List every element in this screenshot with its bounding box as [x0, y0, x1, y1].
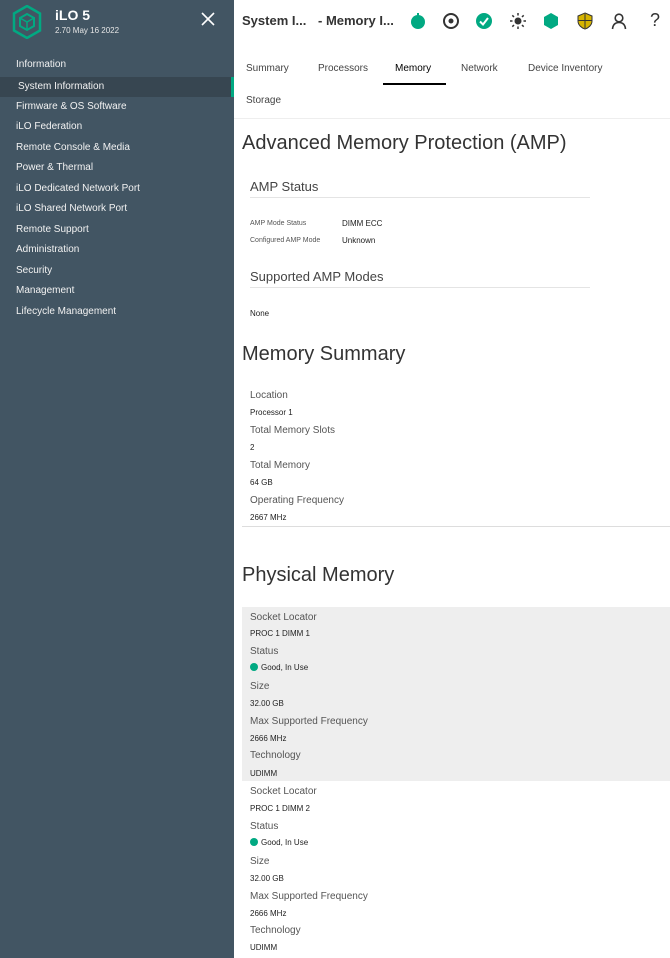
configured-amp-mode-value: Unknown [342, 236, 376, 245]
status-value [250, 663, 308, 672]
max-frequency-value: 2666 MHz [250, 734, 287, 743]
location-label: Location [250, 390, 288, 401]
location-value: Processor 1 [250, 408, 293, 417]
sidebar-item-power-thermal[interactable]: Power & Thermal [16, 162, 94, 173]
power-status-icon[interactable] [409, 12, 427, 30]
total-slots-label: Total Memory Slots [250, 425, 336, 436]
amp-mode-status-label: AMP Mode Status [250, 220, 307, 227]
close-icon[interactable] [199, 10, 217, 28]
app-version: 2.70 May 16 2022 [55, 26, 120, 35]
tab-bar [234, 52, 670, 118]
amp-title: Advanced Memory Protection (AMP) [242, 132, 567, 154]
supported-amp-modes-value: None [250, 309, 270, 318]
sidebar-item-security[interactable]: Security [16, 264, 53, 276]
technology-label: Technology [250, 925, 301, 936]
total-slots-value: 2 [250, 443, 255, 452]
size-value: 32.00 GB [250, 699, 284, 708]
brightness-icon[interactable] [509, 12, 527, 30]
amp-mode-status-value: DIMM ECC [342, 219, 383, 228]
memory-summary-title: Memory Summary [242, 343, 406, 365]
tab-summary[interactable]: Summary [246, 63, 289, 74]
technology-value: UDIMM [250, 769, 278, 778]
help-icon[interactable]: ? [650, 10, 661, 30]
tab-storage[interactable]: Storage [246, 95, 282, 106]
sidebar-item-shared-network[interactable]: iLO Shared Network Port [16, 203, 128, 214]
hexagon-status-icon[interactable] [542, 12, 560, 30]
status-value [250, 838, 308, 847]
technology-value: UDIMM [250, 943, 278, 952]
ilo-logo-icon [12, 5, 42, 39]
main-content [234, 118, 670, 958]
total-memory-value: 64 GB [250, 478, 273, 487]
status-ok-icon [250, 838, 258, 846]
operating-frequency-value: 2667 MHz [250, 513, 287, 522]
app-header [0, 0, 234, 50]
socket-locator-label: Socket Locator [250, 612, 317, 623]
target-icon[interactable] [442, 12, 460, 30]
divider [250, 197, 590, 198]
status-label: Status [250, 646, 279, 657]
status-text: Good, In Use [261, 838, 309, 847]
total-memory-label: Total Memory [250, 460, 311, 471]
tab-device-inventory[interactable]: Device Inventory [528, 63, 603, 74]
sidebar-item-lifecycle[interactable]: Lifecycle Management [16, 305, 117, 317]
divider [250, 287, 590, 288]
socket-locator-label: Socket Locator [250, 786, 317, 797]
physical-memory-title: Physical Memory [242, 564, 395, 586]
sidebar-item-remote-console[interactable]: Remote Console & Media [16, 141, 130, 153]
size-label: Size [250, 856, 270, 867]
sidebar-item-remote-support[interactable]: Remote Support [16, 223, 89, 235]
sidebar-item-information[interactable]: Information [16, 59, 67, 70]
sidebar-item-management[interactable]: Management [16, 285, 75, 296]
sidebar-item-administration[interactable]: Administration [16, 244, 80, 255]
size-value: 32.00 GB [250, 874, 284, 883]
size-label: Size [250, 681, 270, 692]
security-shield-icon[interactable] [576, 12, 594, 30]
sidebar-item-system-information[interactable]: System Information [0, 77, 234, 97]
status-ok-icon [250, 663, 258, 671]
amp-status-heading: AMP Status [250, 179, 319, 194]
socket-locator-value: PROC 1 DIMM 1 [250, 629, 311, 638]
status-text: Good, In Use [261, 663, 309, 672]
tab-network[interactable]: Network [461, 63, 498, 74]
health-check-icon[interactable] [475, 12, 493, 30]
status-label: Status [250, 821, 279, 832]
sidebar-nav [0, 56, 234, 323]
configured-amp-mode-label: Configured AMP Mode [250, 237, 321, 244]
app-title: iLO 5 [55, 7, 91, 23]
tab-memory[interactable]: Memory [395, 63, 432, 74]
sidebar-item-ilo-federation[interactable]: iLO Federation [16, 121, 83, 132]
socket-locator-value: PROC 1 DIMM 2 [250, 804, 311, 813]
operating-frequency-label: Operating Frequency [250, 495, 344, 506]
max-frequency-label: Max Supported Frequency [250, 716, 368, 727]
breadcrumb-system-information[interactable]: System I... [242, 13, 307, 28]
sidebar [0, 0, 234, 958]
max-frequency-value: 2666 MHz [250, 909, 287, 918]
supported-amp-modes-heading: Supported AMP Modes [250, 269, 384, 284]
sidebar-item-dedicated-network[interactable]: iLO Dedicated Network Port [16, 182, 140, 194]
sidebar-item-firmware[interactable]: Firmware & OS Software [16, 100, 127, 112]
top-header [234, 0, 670, 46]
max-frequency-label: Max Supported Frequency [250, 891, 368, 902]
breadcrumb-memory-information[interactable]: - Memory I... [318, 13, 394, 28]
user-icon[interactable] [610, 12, 628, 30]
tab-processors[interactable]: Processors [318, 63, 369, 74]
technology-label: Technology [250, 750, 301, 761]
active-tab-indicator [383, 83, 446, 85]
